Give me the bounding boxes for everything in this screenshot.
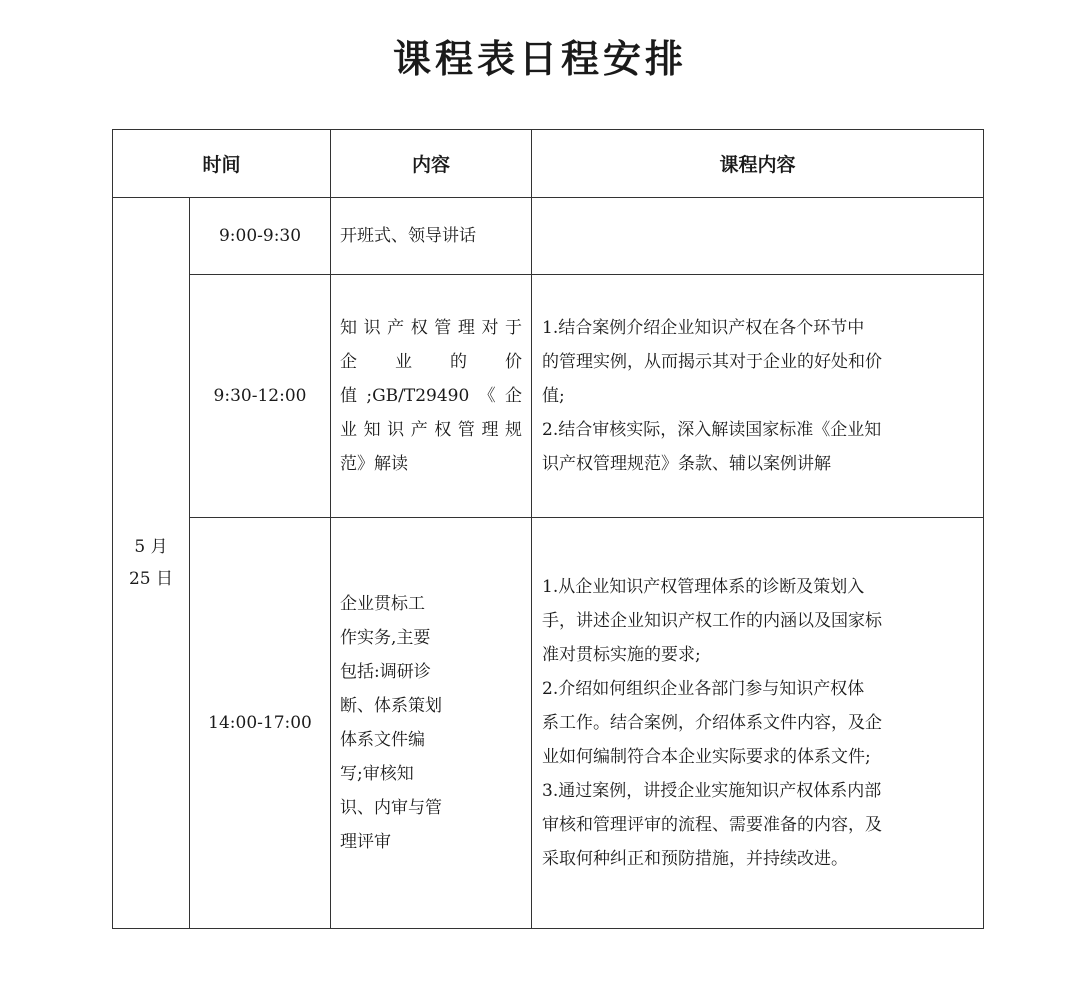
table-row	[113, 518, 984, 929]
table-row	[113, 275, 984, 518]
time-cell: 9:00-9:30	[190, 198, 331, 275]
content-line: 业知识产权管理规	[340, 420, 523, 440]
course-line: 2.结合审核实际，深入解读国家标准《企业知	[542, 420, 882, 440]
course-line: 业如何编制符合本企业实际要求的体系文件;	[542, 747, 871, 767]
course-cell	[532, 518, 984, 929]
table-header-row	[113, 130, 984, 198]
course-line: 2.介绍如何组织企业各部门参与知识产权体	[542, 679, 865, 699]
time-cell: 14:00-17:00	[190, 518, 331, 929]
content-line: 开班式、领导讲话	[340, 226, 477, 246]
time-cell: 9:30-12:00	[190, 275, 331, 518]
content-line: 作实务,主要	[340, 628, 431, 648]
page-title: 课程表日程安排	[392, 37, 687, 81]
date-cell	[113, 198, 190, 929]
course-line: 采取何种纠正和预防措施，并持续改进。	[542, 849, 849, 869]
header-content: 内容	[331, 130, 532, 198]
content-line: 企业贯标工	[340, 594, 426, 614]
course-line: 系工作。结合案例，介绍体系文件内容，及企	[542, 713, 883, 733]
content-line: 值;GB/T29490《企	[340, 386, 523, 406]
content-line: 识、内审与管	[340, 798, 443, 818]
content-line: 理评审	[340, 832, 392, 852]
course-line: 1.从企业知识产权管理体系的诊断及策划入	[542, 577, 865, 597]
content-line: 体系文件编	[340, 730, 426, 750]
header-time: 时间	[113, 130, 331, 198]
date-day: 25 日	[128, 569, 174, 589]
course-line: 值;	[542, 386, 565, 406]
header-course-content: 课程内容	[532, 130, 984, 198]
content-line: 范》解读	[340, 454, 409, 474]
schedule-table	[112, 129, 984, 929]
course-line: 3.通过案例，讲授企业实施知识产权体系内部	[542, 781, 882, 801]
course-line: 的管理实例，从而揭示其对于企业的好处和价	[542, 352, 883, 372]
course-cell	[532, 198, 984, 275]
content-cell	[331, 275, 532, 518]
content-line: 断、体系策划	[340, 696, 443, 716]
content-line: 包括:调研诊	[340, 662, 431, 682]
course-line: 准对贯标实施的要求;	[542, 645, 701, 665]
content-cell	[331, 518, 532, 929]
content-line: 写;审核知	[340, 764, 414, 784]
course-line: 1.结合案例介绍企业知识产权在各个环节中	[542, 318, 865, 338]
table-row	[113, 198, 984, 275]
content-cell	[331, 198, 532, 275]
course-line: 审核和管理评审的流程、需要准备的内容，及	[542, 815, 883, 835]
course-line: 手，讲述企业知识产权工作的内涵以及国家标	[542, 611, 883, 631]
content-line: 知识产权管理对于	[340, 318, 523, 338]
course-line: 识产权管理规范》条款、辅以案例讲解	[542, 454, 832, 474]
course-cell	[532, 275, 984, 518]
content-line: 企 业 的 价	[340, 352, 523, 372]
date-month: 5 月	[134, 537, 168, 557]
